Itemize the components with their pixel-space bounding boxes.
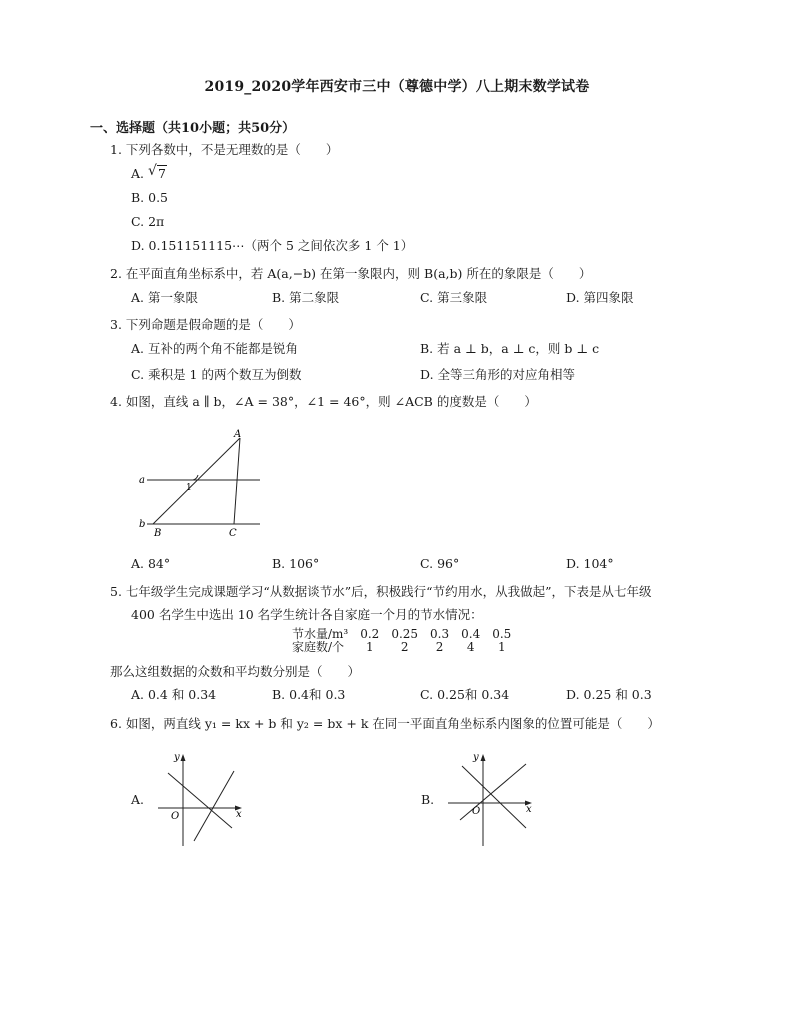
q1-stem: 1. 下列各数中，不是无理数的是（ ） bbox=[110, 142, 339, 157]
q4-parallel-lines-figure bbox=[130, 420, 270, 545]
q6-option-b-label[interactable]: B. bbox=[421, 792, 435, 807]
table-cell: 0.5 bbox=[492, 627, 512, 641]
q6-graph-a bbox=[150, 748, 250, 848]
table-cell: 4 bbox=[466, 640, 475, 654]
q5-option-a[interactable]: A. 0.4 和 0.34 bbox=[131, 687, 217, 702]
table-cell: 2 bbox=[400, 640, 409, 654]
q3-stem: 3. 下列命题是假命题的是（ ） bbox=[110, 317, 301, 332]
table-cell: 2 bbox=[435, 640, 444, 654]
segment-ab bbox=[153, 438, 240, 524]
q1-option-b[interactable]: B. 0.5 bbox=[131, 190, 169, 205]
page-title: 2019_2020学年西安市三中（尊德中学）八上期末数学试卷 bbox=[204, 79, 590, 95]
q5-stem-line1: 5. 七年级学生完成课题学习“从数据谈节水”后，积极践行“节约用水，从我做起”，下表是从七年级 bbox=[110, 584, 652, 599]
section-heading: 一、选择题（共10小题；共50分） bbox=[90, 121, 296, 136]
q5-stem-line2: 400 名学生中选出 10 名学生统计各自家庭一个月的节水情况： bbox=[131, 607, 483, 622]
q2-stem: 2. 在平面直角坐标系中，若 A(a,−b) 在第一象限内，则 B(a,b) 所在的象限是（ ） bbox=[110, 266, 592, 281]
y-axis-arrow-icon bbox=[481, 754, 486, 761]
angle-1-label: 1 bbox=[186, 483, 192, 493]
point-a-label: A bbox=[234, 429, 242, 440]
q6-option-a-label[interactable]: A. bbox=[131, 792, 145, 807]
table-cell: 0.4 bbox=[461, 627, 481, 641]
line-y2 bbox=[194, 771, 234, 841]
q5-option-b[interactable]: B. 0.4和 0.3 bbox=[272, 687, 346, 702]
sqrt-symbol: √ 7 bbox=[148, 163, 166, 181]
y-axis-label: y bbox=[473, 752, 479, 763]
x-axis-label: x bbox=[236, 809, 242, 820]
table-row bbox=[292, 641, 517, 654]
q5-option-c[interactable]: C. 0.25和 0.34 bbox=[420, 687, 510, 702]
table-cell: 0.25 bbox=[391, 627, 419, 641]
line-y1 bbox=[462, 766, 526, 828]
origin-label: O bbox=[171, 811, 180, 822]
q4-option-a[interactable]: A. 84° bbox=[131, 556, 171, 571]
q3-option-b[interactable]: B. 若 a ⊥ b，a ⊥ c，则 b ⊥ c bbox=[420, 341, 600, 356]
q3-option-a[interactable]: A. 互补的两个角不能都是锐角 bbox=[131, 341, 298, 356]
table-cell: 1 bbox=[497, 640, 506, 654]
y-axis-label: y bbox=[174, 752, 180, 763]
table-cell: 1 bbox=[365, 640, 374, 654]
y-axis-arrow-icon bbox=[181, 754, 186, 761]
q1-option-c[interactable]: C. 2π bbox=[131, 214, 165, 229]
origin-label: O bbox=[472, 806, 481, 817]
q2-option-c[interactable]: C. 第三象限 bbox=[420, 290, 488, 305]
table-cell: 0.3 bbox=[430, 627, 450, 641]
q3-option-c[interactable]: C. 乘积是 1 的两个数互为倒数 bbox=[131, 367, 302, 382]
q2-option-b[interactable]: B. 第二象限 bbox=[272, 290, 340, 305]
q6-graph-b bbox=[440, 748, 540, 848]
q2-option-d[interactable]: D. 第四象限 bbox=[566, 290, 634, 305]
line-y2 bbox=[460, 764, 526, 820]
table-cell: 0.2 bbox=[360, 627, 380, 641]
q1-radicand: 7 bbox=[158, 166, 166, 181]
q4-stem: 4. 如图，直线 a ∥ b，∠A = 38°，∠1 = 46°，则 ∠ACB 的度数是（ ） bbox=[110, 394, 537, 409]
segment-ac bbox=[234, 438, 240, 524]
q4-option-b[interactable]: B. 106° bbox=[272, 556, 320, 571]
table-header-families: 家庭数/个 bbox=[292, 640, 345, 654]
q4-option-c[interactable]: C. 96° bbox=[420, 556, 460, 571]
q6-stem: 6. 如图，两直线 y₁ = kx + b 和 y₂ = bx + k 在同一平面直角坐标系内图象的位置可能是（ ） bbox=[110, 716, 660, 731]
q1-option-a-label: A. bbox=[131, 166, 145, 181]
line-b-label: b bbox=[139, 519, 146, 530]
q5-stem-line3: 那么这组数据的众数和平均数分别是（ ） bbox=[110, 664, 361, 679]
table-header-water: 节水量/m³ bbox=[292, 627, 349, 641]
q5-option-d[interactable]: D. 0.25 和 0.3 bbox=[566, 687, 652, 702]
q4-option-d[interactable]: D. 104° bbox=[566, 556, 614, 571]
q3-option-d[interactable]: D. 全等三角形的对应角相等 bbox=[420, 367, 576, 382]
point-b-label: B bbox=[154, 528, 162, 539]
line-a-label: a bbox=[139, 475, 145, 486]
x-axis-label: x bbox=[526, 804, 532, 815]
q1-option-a[interactable] bbox=[131, 165, 167, 183]
point-c-label: C bbox=[229, 528, 237, 539]
angle-1-arc bbox=[193, 475, 198, 480]
q5-data-table bbox=[292, 628, 517, 654]
q1-option-d[interactable]: D. 0.151151115⋯（两个 5 之间依次多 1 个 1） bbox=[131, 238, 414, 253]
q2-option-a[interactable]: A. 第一象限 bbox=[131, 290, 198, 305]
